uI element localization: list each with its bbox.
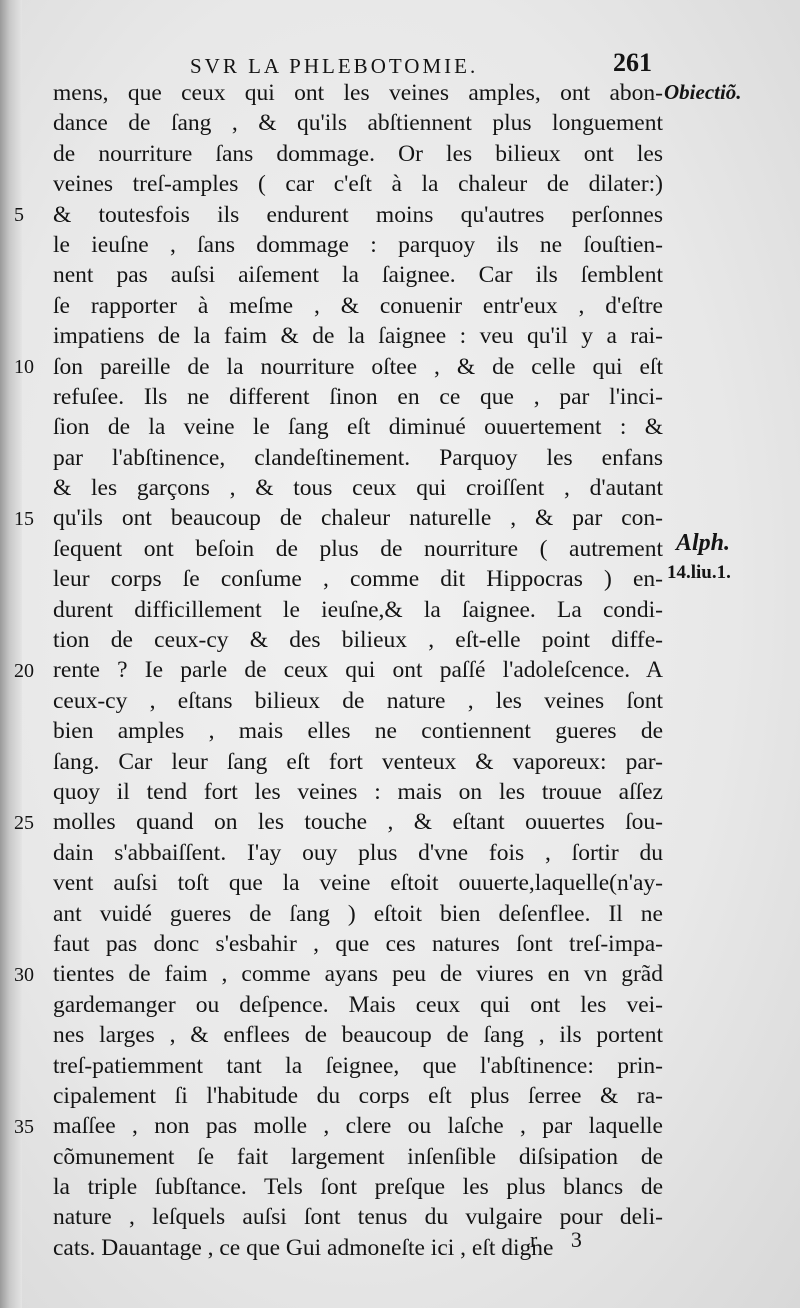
line-number: 35 bbox=[14, 1115, 34, 1138]
text-line: molles quand on les touche , & eſtant ouuertes ſou- bbox=[53, 809, 663, 836]
line-number: 20 bbox=[14, 659, 34, 682]
text-line: ſe rapporter à meſme , & conuenir entr'eux , d'eſtre bbox=[53, 292, 663, 319]
body-text bbox=[53, 78, 663, 1263]
text-line: ſion de la veine le ſang eſt diminué ouuertement : & bbox=[53, 414, 663, 441]
text-line: durent difficillement le ieuſne,& la ſaignee. La condi- bbox=[53, 596, 663, 623]
line-number: 25 bbox=[14, 811, 34, 834]
line-number: 10 bbox=[14, 355, 34, 378]
text-line: treſ-patiemment tant la ſeignee, que l'abſtinence: prin- bbox=[53, 1052, 663, 1079]
text-line: bien amples , mais elles ne contiennent gueres de bbox=[53, 718, 663, 745]
line-number: 30 bbox=[14, 963, 34, 986]
margin-note-alph-reference: 14.liu.1. bbox=[667, 562, 731, 583]
text-line: refuſee. Ils ne different ſinon en ce que , par l'inci- bbox=[53, 383, 663, 410]
text-line: nent pas auſsi aiſement la ſaignee. Car ils ſemblent bbox=[53, 262, 663, 289]
text-line: ſon pareille de la nourriture oſtee , & de celle qui eſt bbox=[53, 353, 663, 380]
text-line: & toutesfois ils endurent moins qu'autres perſonnes bbox=[53, 201, 663, 228]
text-line: ceux-cy , eſtans bilieux de nature , les veines ſont bbox=[53, 687, 663, 714]
text-line: cats. Dauantage , ce que Gui admoneſte ici , eſt digne bbox=[53, 1234, 554, 1261]
text-line: quoy il tend fort les veines : mais on les trouue aſſez bbox=[53, 778, 663, 805]
text-line: la triple ſubſtance. Tels ſont preſque les plus blancs de bbox=[53, 1174, 663, 1201]
text-line: gardemanger ou deſpence. Mais ceux qui ont les vei- bbox=[53, 991, 663, 1018]
margin-note-objection: Obiectiõ. bbox=[664, 80, 742, 104]
text-line: de nourriture ſans dommage. Or les bilieux ont les bbox=[53, 140, 663, 167]
text-line: & les garçons , & tous ceux qui croiſſent , d'autant bbox=[53, 475, 663, 502]
text-line: cõmunement ſe fait largement inſenſible diſsipation de bbox=[53, 1143, 663, 1170]
page-number: 261 bbox=[613, 48, 652, 77]
text-line: rente ? Ie parle de ceux qui ont paſſé l'adoleſcence. A bbox=[53, 657, 663, 684]
text-line: nature , leſquels auſsi ſont tenus du vulgaire pour deli- bbox=[53, 1204, 663, 1231]
text-line: faut pas donc s'esbahir , que ces natures ſont treſ-impa- bbox=[53, 930, 663, 957]
text-line: cipalement ſi l'habitude du corps eſt plus ſerree & ra- bbox=[53, 1082, 663, 1109]
text-line: ſequent ont beſoin de plus de nourriture ( autrement bbox=[53, 535, 663, 562]
text-line: ant vuidé gueres de ſang ) eſtoit bien deſenflee. Il ne bbox=[53, 900, 663, 927]
text-line: maſſee , non pas molle , clere ou laſche , par laquelle bbox=[53, 1113, 663, 1140]
text-line: vent auſsi toſt que la veine eſtoit ouuerte,laquelle(n'ay- bbox=[53, 870, 663, 897]
text-line: tientes de faim , comme ayans peu de viures en vn grãd bbox=[53, 961, 663, 988]
text-line: tion de ceux-cy & des bilieux , eſt-elle point diffe- bbox=[53, 627, 663, 654]
text-line: mens, que ceux qui ont les veines amples, ont abon- bbox=[53, 80, 663, 106]
text-line: impatiens de la faim & de la ſaignee : veu qu'il y a rai- bbox=[53, 323, 663, 350]
running-head: SVR LA PHLEBOTOMIE. bbox=[190, 54, 479, 78]
line-number: 15 bbox=[14, 507, 34, 530]
text-line: ſang. Car leur ſang eſt fort venteux & vaporeux: par- bbox=[53, 748, 663, 775]
text-line: dain s'abbaiſſent. I'ay ouy plus d'vne fois , ſortir du bbox=[53, 839, 663, 866]
text-line: leur corps ſe conſume , comme dit Hippocras ) en- bbox=[53, 566, 663, 593]
text-line: dance de ſang , & qu'ils abſtiennent plus longuement bbox=[53, 110, 663, 137]
text-line: nes larges , & enflees de beaucoup de ſang , ils portent bbox=[53, 1022, 663, 1049]
text-line: par l'abſtinence, clandeſtinement. Parquoy les enfans bbox=[53, 444, 663, 471]
signature-mark: r 3 bbox=[530, 1227, 596, 1252]
page-gutter-shadow bbox=[0, 0, 22, 1308]
margin-note-alph: Alph. bbox=[676, 530, 731, 556]
line-number: 5 bbox=[14, 203, 24, 226]
text-line: le ieuſne , ſans dommage : parquoy ils ne ſouſtien- bbox=[53, 231, 663, 258]
text-line: veines treſ-amples ( car c'eſt à la chaleur de dilater:) bbox=[53, 171, 663, 198]
text-line: qu'ils ont beaucoup de chaleur naturelle , & par con- bbox=[53, 505, 663, 532]
